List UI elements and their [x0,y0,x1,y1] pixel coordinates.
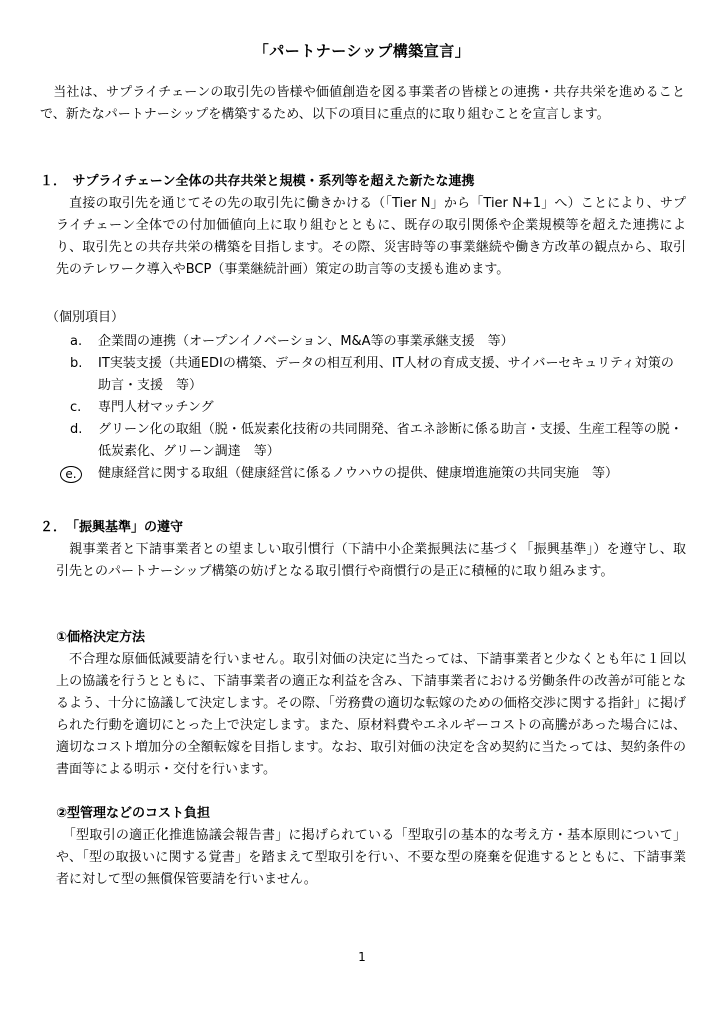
document-title: 「パートナーシップ構築宣言」 [253,42,471,60]
list-item-text: IT実装支援（共通EDIの構築、データの相互利用、IT人材の育成支援、サイバーセキュリティ対策の助言・支援 等） [98,356,674,393]
subsection2-body: 「型取引の適正化推進協議会報告書」に掲げられている「型取引の基本的な考え方・基本原則について」や、「型の取扱いに関する覚書」を踏まえて型取引を行い、不要な型の廃棄を促進するとともに、下請事業者に対して型の無償保管要請を行いません。 [56,828,686,887]
subsection2-heading: ②型管理などのコスト負担 [56,806,211,821]
section2-heading: ２． 「振興基準」の遵守 [40,520,184,535]
items-label: （個別項目） [46,310,125,325]
subsection1-body: 不合理な原価低減要請を行いません。取引対価の決定に当たっては、下請事業者と少なくとも年に１回以上の協議を行うとともに、下請事業者の適正な利益を含み、下請事業者における労働条件の改善が可能となるよう、十分に協議して決定します。その際、「労務費の適切な転嫁のための価格交渉に関する指針」に掲げられた行動を適切にとった上で決定します。また、原材料費やエネルギーコストの高騰があった場合には、適切なコスト増加分の全額転嫁を目指します。なお、取引対価の決定を含め契約に当たっては、契約条件の書面等による明示・交付を行います。 [56,652,686,777]
list-item-text: グリーン化の取組（脱・低炭素化技術の共同開発、省エネ診断に係る助言・支援、生産工程等の脱・低炭素化、グリーン調達 等） [98,422,683,459]
list-item-text: 専門人材マッチング [98,400,214,415]
intro-paragraph: 当社は、サプライチェーンの取引先の皆様や価値創造を図る事業者の皆様との連携・共存共栄を進めることで、新たなパートナーシップを構築するため、以下の項目に重点的に取り組むことを宣言します。 [40,85,685,122]
list-item-text: 企業間の連携（オープンイノベーション、M&A等の事業承継支援 等） [98,334,514,349]
list-marker: c. [70,400,82,415]
subsection1-heading: ①価格決定方法 [56,630,146,645]
list-item-d [70,419,685,463]
circled-list-marker: e. [60,466,82,483]
page-number: 1 [358,950,366,964]
list-item-text: 健康経営に関する取組（健康経営に係るノウハウの提供、健康増進施策の共同実施 等） [98,466,619,481]
list-item-b [70,353,685,397]
section2-body: 親事業者と下請事業者との望ましい取引慣行（下請中小企業振興法に基づく「振興基準」）を遵守し、取引先とのパートナーシップ構築の妨げとなる取引慣行や商慣行の是正に積極的に取り組みます。 [56,542,686,579]
section1-heading: １． サプライチェーン全体の共存共栄と規模・系列等を超えた新たな連携 [40,174,475,189]
section1-body: 直接の取引先を通じてその先の取引先に働きかける（「Tier N」から「Tier N+1」へ）ことにより、サプライチェーン全体での付加価値向上に取り組むとともに、既存の取引関係や企業規模等を超えた連携により、取引先との共存共栄の構築を目指します。その際、災害時等の事業継続や働き方改革の観点から、取引先のテレワーク導入やBCP（事業継続計画）策定の助言等の支援も進めます。 [56,196,686,277]
list-item-a [70,331,685,353]
list-item-e [65,463,685,485]
list-marker: a. [70,334,83,349]
list-marker: b. [70,356,83,371]
list-marker: d. [70,422,83,437]
list-item-c [70,397,685,419]
